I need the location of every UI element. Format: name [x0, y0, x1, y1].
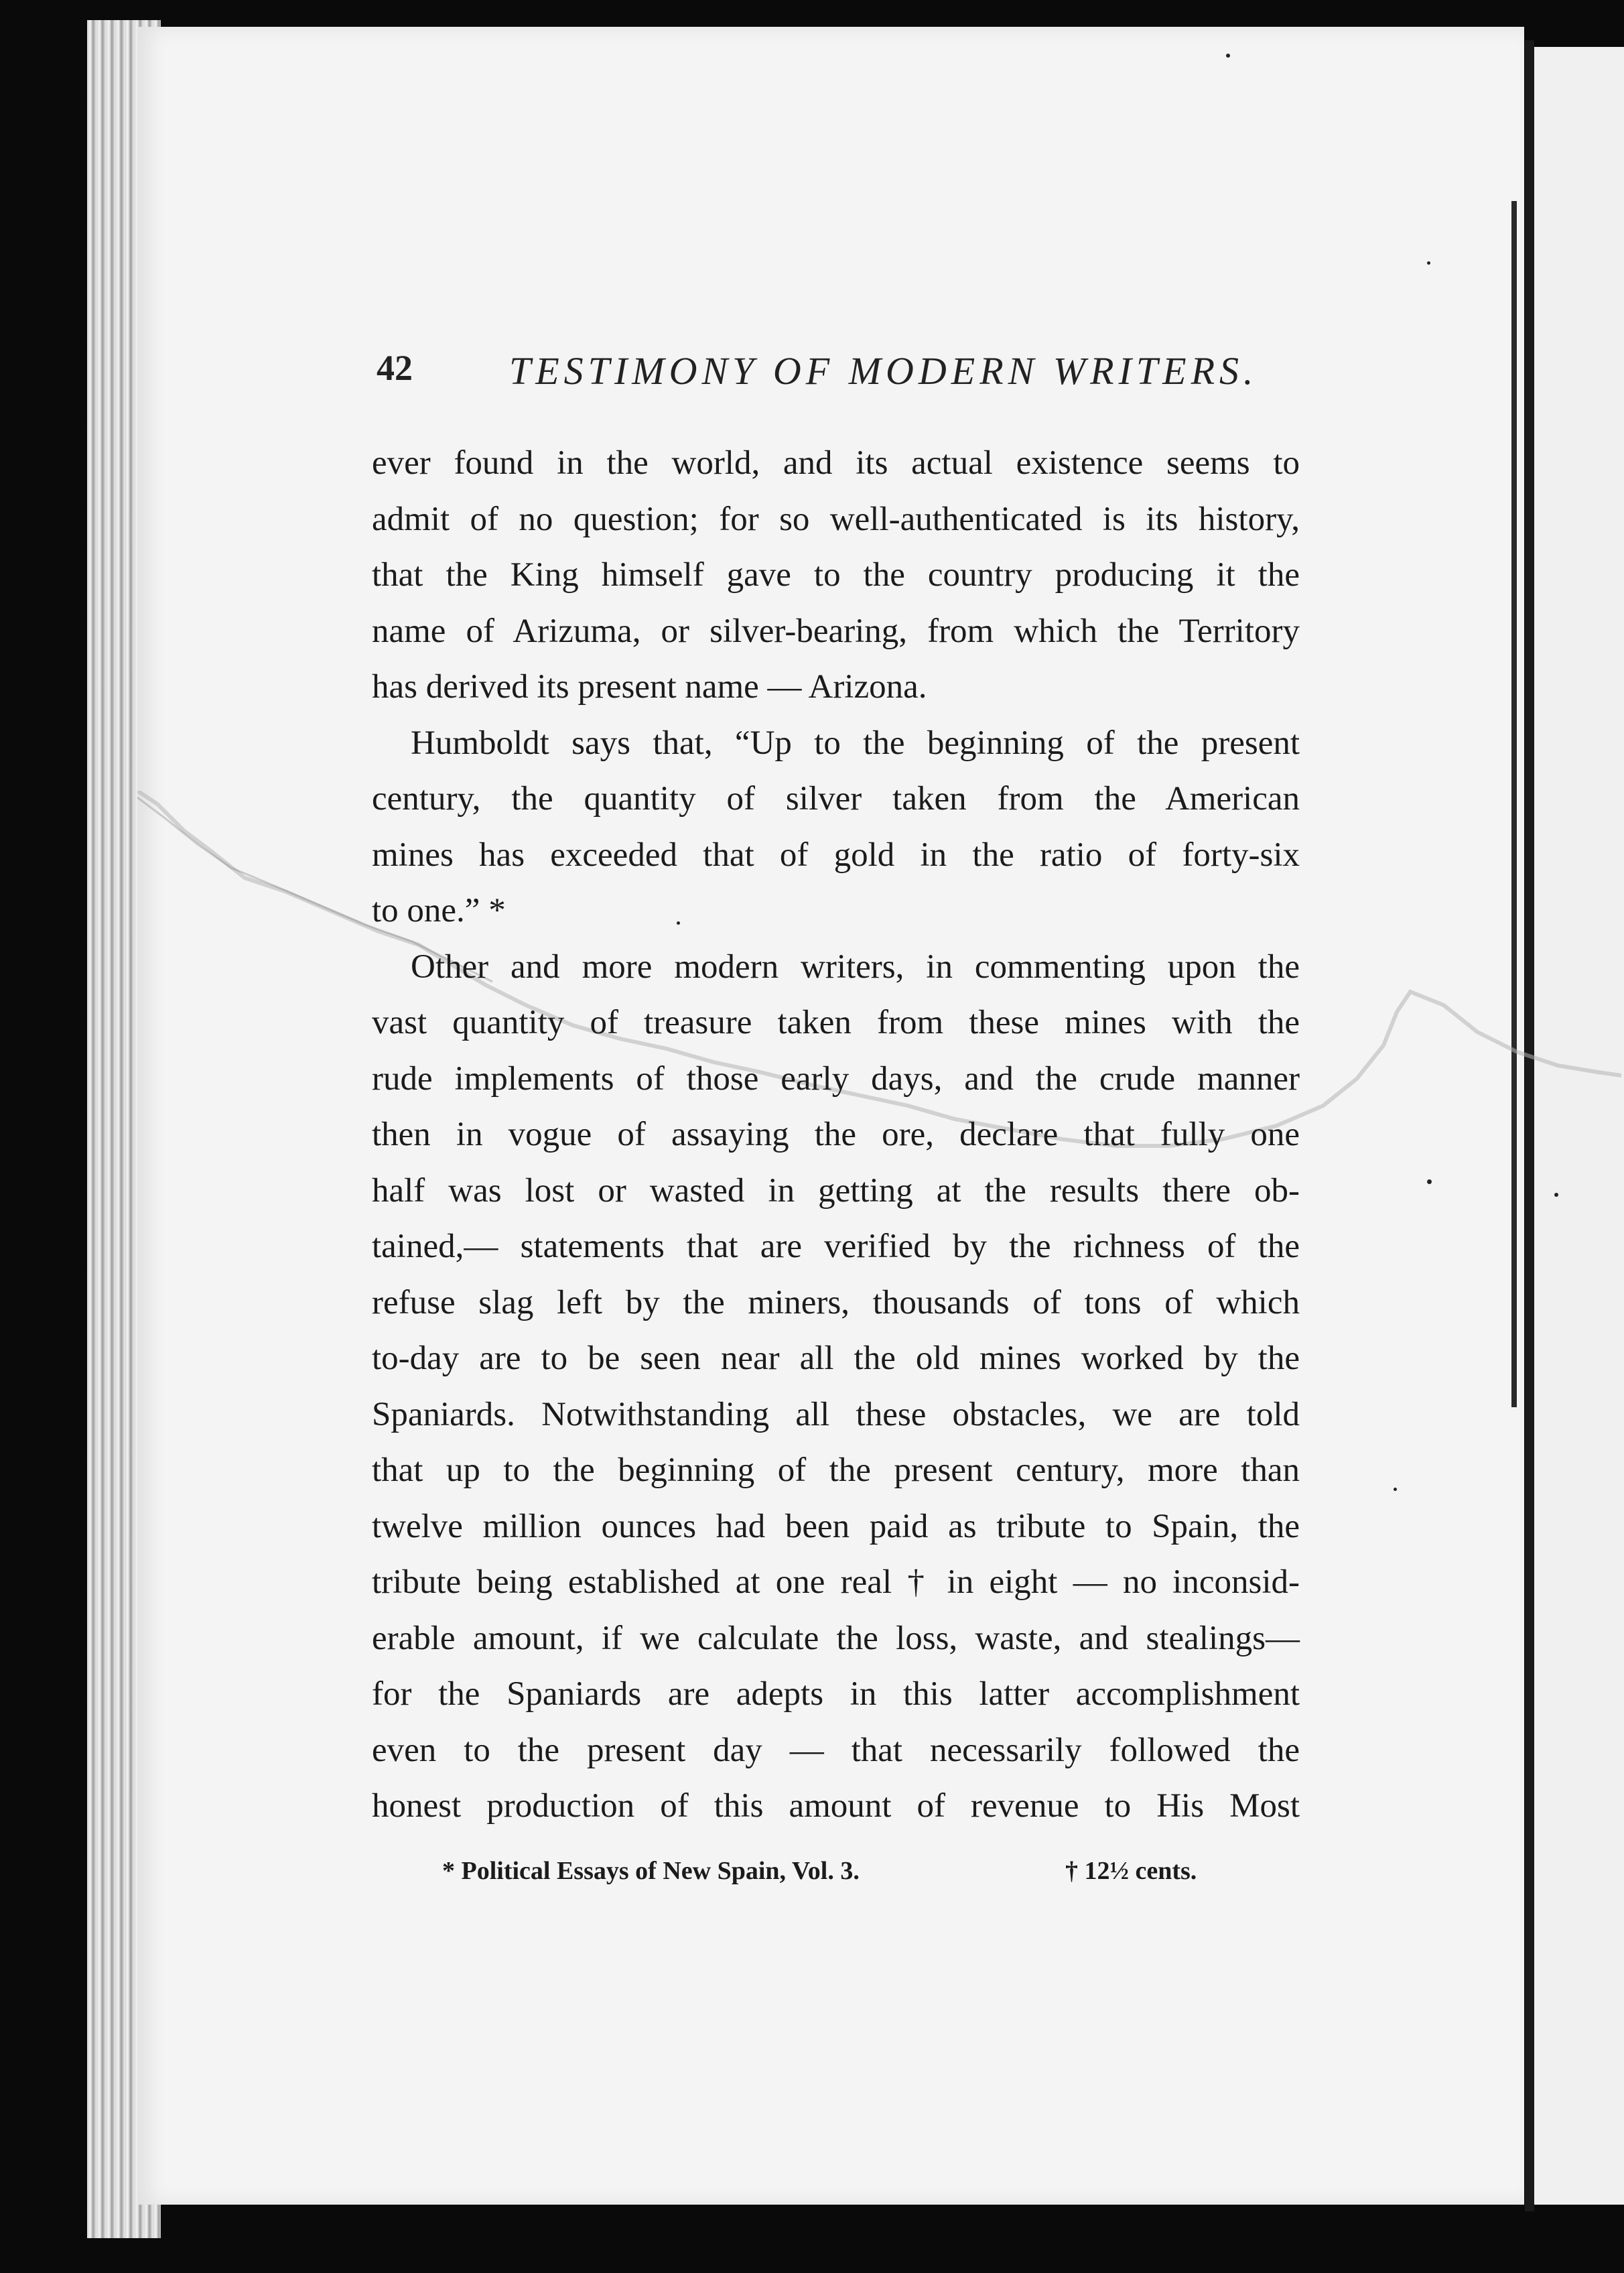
text-line: that up to the beginning of the present century, more than [372, 1451, 1300, 1489]
text-line: admit of no question; for so well-authenticated is its history, [372, 500, 1300, 538]
text-line: mines has exceeded that of gold in the ratio of forty-six [372, 836, 1300, 874]
text-line: then in vogue of assaying the ore, declare that fully one [372, 1116, 1300, 1153]
text-line: rude implements of those early days, and the crude manner [372, 1059, 1300, 1098]
text-line: to-day are to be seen near all the old mines worked by the [372, 1340, 1300, 1377]
text-line: tribute being established at one real † in eight — no inconsid- [372, 1563, 1300, 1601]
text-line: half was lost or wasted in getting at the results there ob- [372, 1171, 1300, 1210]
footnote-real-value: † 12½ cents. [1065, 1857, 1197, 1885]
text-line: erable amount, if we calculate the loss, waste, and stealings— [372, 1619, 1300, 1657]
body-text [372, 436, 1300, 1835]
text-line: century, the quantity of silver taken from the American [372, 780, 1300, 818]
page-number: 42 [377, 348, 413, 388]
text-line: honest production of this amount of revenue to His Most [372, 1787, 1300, 1825]
text-line: refuse slag left by the miners, thousands of tons of which [372, 1283, 1300, 1321]
text-line: name of Arizuma, or silver-bearing, from which the Territory [372, 612, 1300, 650]
footnote-political-essays: * Political Essays of New Spain, Vol. 3. [442, 1857, 860, 1885]
text-line: that the King himself gave to the country producing it the [372, 556, 1300, 594]
text-line: Humboldt says that, “Up to the beginning of the present [411, 724, 1300, 762]
text-line: tained,— statements that are verified by the richness of the [372, 1228, 1300, 1265]
text-line: to one.” * [372, 892, 506, 929]
text-line: Other and more modern writers, in commenting upon the [411, 948, 1300, 986]
text-line: Spaniards. Notwithstanding all these obstacles, we are told [372, 1395, 1300, 1433]
text-line: has derived its present name — Arizona. [372, 668, 927, 706]
page-fold-shadow [1511, 201, 1517, 1407]
gutter-edge [1525, 40, 1534, 2211]
text-line: vast quantity of treasure taken from these mines with the [372, 1004, 1300, 1041]
text-line: for the Spaniards are adepts in this latter accomplishment [372, 1675, 1300, 1713]
facing-page-edge [1534, 47, 1624, 2205]
text-line: even to the present day — that necessarily followed the [372, 1731, 1300, 1769]
text-line: ever found in the world, and its actual existence seems to [372, 444, 1300, 482]
text-line: twelve million ounces had been paid as tribute to Spain, the [372, 1507, 1300, 1545]
running-title: TESTIMONY OF MODERN WRITERS. [509, 349, 1258, 393]
